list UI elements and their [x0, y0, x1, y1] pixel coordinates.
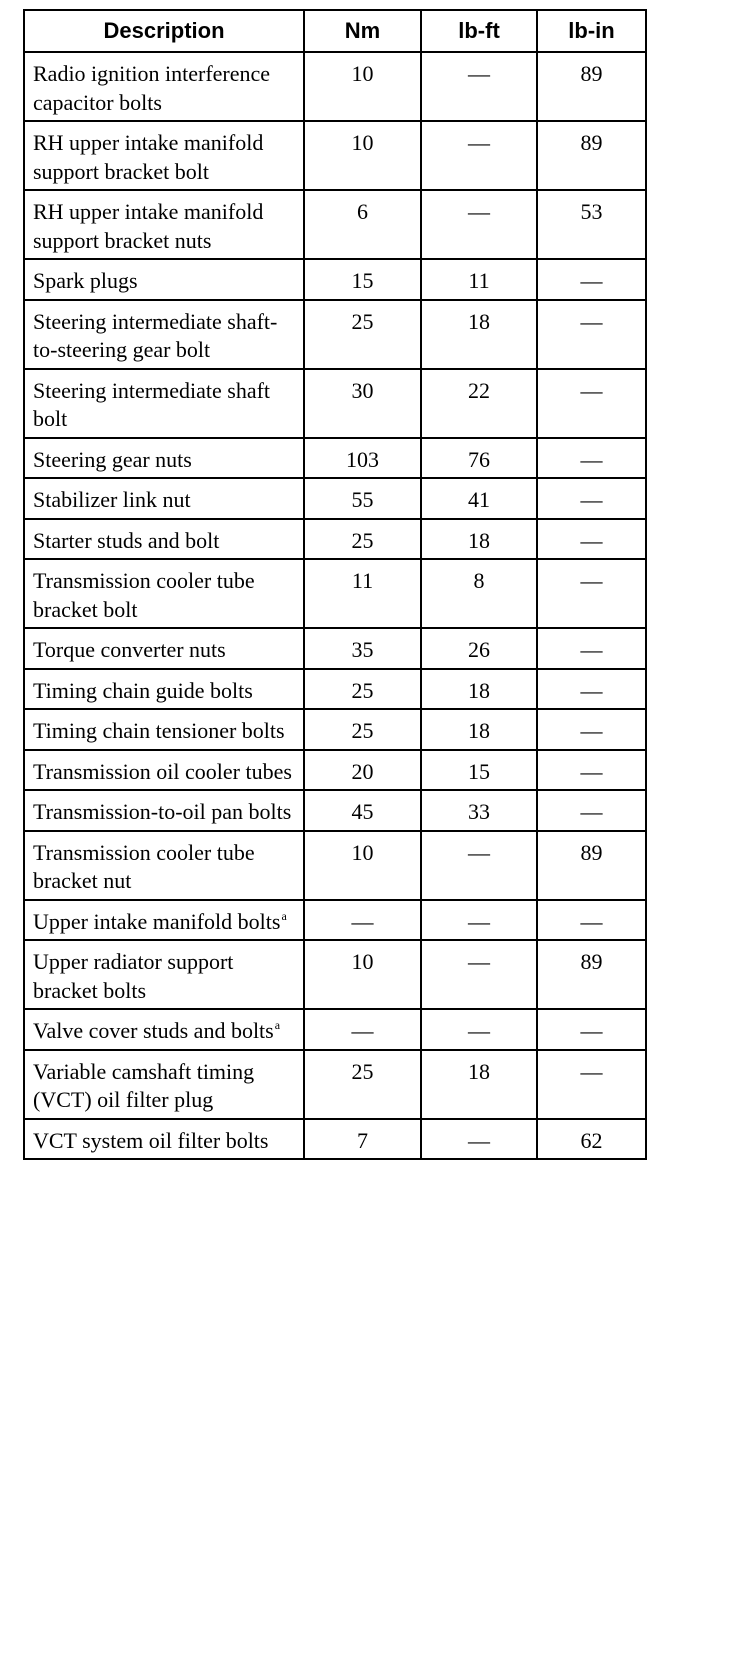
- nm-cell: 10: [304, 121, 421, 190]
- description-cell: [24, 1050, 304, 1119]
- description-cell: [24, 1009, 304, 1050]
- header-lb-ft: lb-ft: [421, 10, 537, 52]
- nm-cell: 25: [304, 300, 421, 369]
- table-row: [24, 900, 646, 941]
- nm-cell: 10: [304, 831, 421, 900]
- lb-in-cell: —: [537, 669, 646, 710]
- description-cell: [24, 628, 304, 669]
- lb-in-cell: —: [537, 259, 646, 300]
- lb-ft-cell: 22: [421, 369, 537, 438]
- lb-ft-cell: —: [421, 190, 537, 259]
- description-text: RH upper intake manifold support bracket nuts: [33, 199, 264, 253]
- lb-in-cell: —: [537, 478, 646, 519]
- nm-cell: 25: [304, 519, 421, 560]
- nm-cell: 6: [304, 190, 421, 259]
- description-cell: [24, 750, 304, 791]
- description-text: Valve cover studs and bolts: [33, 1018, 274, 1043]
- lb-ft-cell: 15: [421, 750, 537, 791]
- description-cell: [24, 940, 304, 1009]
- nm-cell: 20: [304, 750, 421, 791]
- table-row: [24, 709, 646, 750]
- nm-cell: —: [304, 1009, 421, 1050]
- lb-in-cell: 89: [537, 831, 646, 900]
- lb-in-cell: —: [537, 1050, 646, 1119]
- description-cell: [24, 259, 304, 300]
- lb-ft-cell: 18: [421, 669, 537, 710]
- nm-cell: 15: [304, 259, 421, 300]
- description-cell: [24, 900, 304, 941]
- table-row: [24, 790, 646, 831]
- table-row: [24, 559, 646, 628]
- lb-ft-cell: 18: [421, 709, 537, 750]
- nm-cell: 30: [304, 369, 421, 438]
- table-row: [24, 940, 646, 1009]
- lb-ft-cell: 18: [421, 519, 537, 560]
- header-description: Description: [24, 10, 304, 52]
- lb-ft-cell: 18: [421, 1050, 537, 1119]
- lb-in-cell: —: [537, 559, 646, 628]
- lb-in-cell: —: [537, 1009, 646, 1050]
- nm-cell: 10: [304, 940, 421, 1009]
- torque-spec-table: [23, 9, 647, 1160]
- lb-ft-cell: 18: [421, 300, 537, 369]
- table-header: [24, 10, 646, 52]
- lb-ft-cell: —: [421, 940, 537, 1009]
- table-row: [24, 369, 646, 438]
- table-row: [24, 519, 646, 560]
- lb-in-cell: 53: [537, 190, 646, 259]
- nm-cell: 7: [304, 1119, 421, 1160]
- description-cell: [24, 709, 304, 750]
- description-cell: [24, 669, 304, 710]
- description-text: Upper intake manifold bolts: [33, 908, 281, 934]
- lb-ft-cell: 26: [421, 628, 537, 669]
- lb-in-cell: 62: [537, 1119, 646, 1160]
- lb-in-cell: —: [537, 900, 646, 941]
- lb-ft-cell: —: [421, 1119, 537, 1160]
- nm-cell: 25: [304, 709, 421, 750]
- description-text: Transmission oil cooler tubes: [33, 758, 292, 784]
- table-row: [24, 750, 646, 791]
- table-row: [24, 52, 646, 121]
- lb-in-cell: —: [537, 709, 646, 750]
- description-cell: [24, 790, 304, 831]
- table-row: [24, 121, 646, 190]
- description-cell: [24, 438, 304, 479]
- table-row: [24, 1009, 646, 1050]
- footnote-marker: a: [274, 1018, 281, 1032]
- lb-ft-cell: —: [421, 52, 537, 121]
- description-text: Stabilizer link nut: [33, 487, 191, 512]
- description-cell: [24, 478, 304, 519]
- description-cell: [24, 831, 304, 900]
- description-text: Variable camshaft timing (VCT) oil filter plug: [33, 1058, 255, 1112]
- table-row: [24, 669, 646, 710]
- description-text: Torque converter nuts: [33, 637, 226, 662]
- lb-in-cell: —: [537, 628, 646, 669]
- table-row: [24, 1119, 646, 1160]
- table-body: [24, 52, 646, 1159]
- table-row: [24, 1050, 646, 1119]
- description-cell: [24, 369, 304, 438]
- table-row: [24, 300, 646, 369]
- nm-cell: 45: [304, 790, 421, 831]
- header-lb-in: lb-in: [537, 10, 646, 52]
- description-text: Spark plugs: [33, 268, 138, 293]
- lb-in-cell: 89: [537, 52, 646, 121]
- description-text: VCT system oil filter bolts: [33, 1127, 269, 1153]
- lb-in-cell: —: [537, 300, 646, 369]
- table-row: [24, 628, 646, 669]
- header-row: [24, 10, 646, 52]
- description-cell: [24, 1119, 304, 1160]
- description-cell: [24, 121, 304, 190]
- description-cell: [24, 190, 304, 259]
- description-cell: [24, 300, 304, 369]
- description-text: Steering intermediate shaft-to-steering gear bolt: [33, 308, 278, 362]
- lb-in-cell: 89: [537, 940, 646, 1009]
- nm-cell: —: [304, 900, 421, 941]
- description-cell: [24, 519, 304, 560]
- lb-ft-cell: 76: [421, 438, 537, 479]
- lb-ft-cell: 33: [421, 790, 537, 831]
- description-text: Timing chain tensioner bolts: [33, 718, 285, 743]
- lb-in-cell: —: [537, 519, 646, 560]
- table-row: [24, 478, 646, 519]
- nm-cell: 103: [304, 438, 421, 479]
- nm-cell: 10: [304, 52, 421, 121]
- description-text: Transmission cooler tube bracket nut: [33, 839, 255, 893]
- table-row: [24, 438, 646, 479]
- table-row: [24, 259, 646, 300]
- nm-cell: 11: [304, 559, 421, 628]
- description-text: Steering intermediate shaft bolt: [33, 377, 271, 431]
- lb-in-cell: —: [537, 438, 646, 479]
- table-row: [24, 831, 646, 900]
- lb-ft-cell: 41: [421, 478, 537, 519]
- description-cell: [24, 52, 304, 121]
- lb-ft-cell: —: [421, 831, 537, 900]
- description-text: Starter studs and bolt: [33, 527, 220, 553]
- lb-ft-cell: 11: [421, 259, 537, 300]
- lb-in-cell: —: [537, 790, 646, 831]
- description-text: Timing chain guide bolts: [33, 677, 253, 703]
- nm-cell: 35: [304, 628, 421, 669]
- header-nm: Nm: [304, 10, 421, 52]
- footnote-marker: a: [281, 908, 287, 923]
- lb-in-cell: —: [537, 750, 646, 791]
- lb-ft-cell: 8: [421, 559, 537, 628]
- table-row: [24, 190, 646, 259]
- description-text: Steering gear nuts: [33, 446, 192, 472]
- lb-ft-cell: —: [421, 121, 537, 190]
- description-text: Radio ignition interference capacitor bolts: [33, 61, 271, 115]
- description-text: Transmission cooler tube bracket bolt: [33, 568, 255, 622]
- lb-ft-cell: —: [421, 1009, 537, 1050]
- description-text: Transmission-to-oil pan bolts: [33, 799, 292, 824]
- lb-in-cell: 89: [537, 121, 646, 190]
- description-text: RH upper intake manifold support bracket bolt: [33, 130, 264, 184]
- description-cell: [24, 559, 304, 628]
- nm-cell: 25: [304, 1050, 421, 1119]
- nm-cell: 55: [304, 478, 421, 519]
- lb-ft-cell: —: [421, 900, 537, 941]
- description-text: Upper radiator support bracket bolts: [33, 949, 234, 1003]
- nm-cell: 25: [304, 669, 421, 710]
- lb-in-cell: —: [537, 369, 646, 438]
